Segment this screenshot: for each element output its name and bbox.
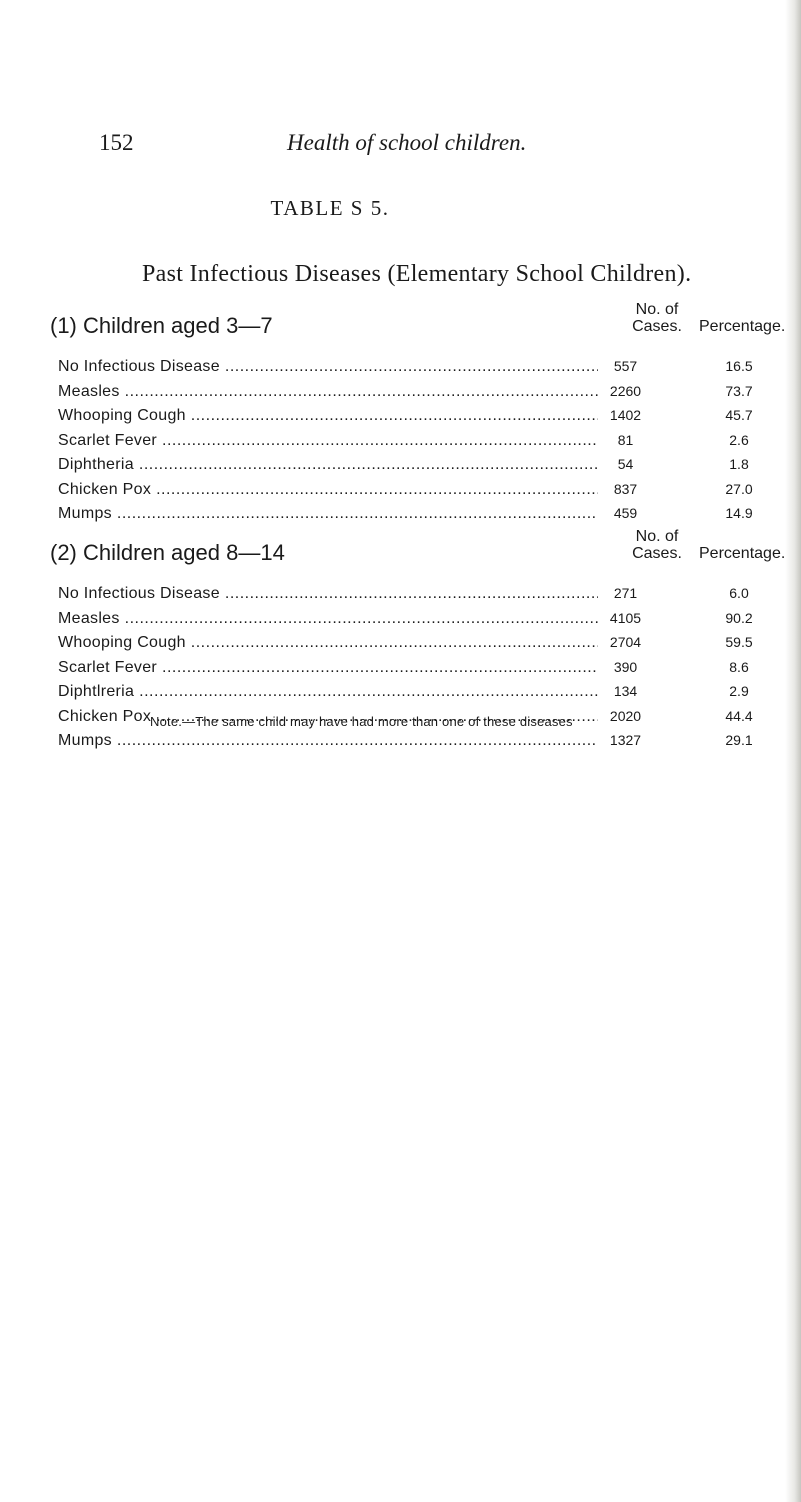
disease-name: Whooping Cough ..... <box>58 407 598 425</box>
percentage-value: 8.6 <box>729 658 749 675</box>
cases-value: 1402 <box>609 407 642 423</box>
table-row <box>58 657 788 682</box>
percentage-value: 6.0 <box>729 585 749 601</box>
cases-value: 557 <box>613 358 638 374</box>
percentage-value: 90.2 <box>725 609 753 626</box>
cases-value: 1327 <box>609 732 642 748</box>
disease-name: No Infectious Disease ..... <box>58 358 598 376</box>
percentage-value: 29.1 <box>725 732 753 748</box>
table-row <box>58 454 788 479</box>
table-row <box>58 730 788 755</box>
cases-header-line1: No. of <box>635 301 679 318</box>
table-title: TABLE S 5. <box>270 196 390 220</box>
section-heading: (1) Children aged 3—7 <box>50 313 273 338</box>
table-row <box>58 430 788 455</box>
table-row <box>58 405 788 430</box>
cases-value: 271 <box>613 585 638 601</box>
disease-name: No Infectious Disease ..... <box>58 585 598 603</box>
disease-name: Diphtheria ..... <box>58 456 598 474</box>
table-row <box>58 356 788 381</box>
percentage-value: 1.8 <box>729 456 749 472</box>
cases-value: 2020 <box>609 707 642 724</box>
disease-name: Measles ..... <box>58 610 598 628</box>
percentage-value: 2.6 <box>729 431 749 448</box>
table-row <box>58 479 788 504</box>
percentage-value: 2.9 <box>729 683 749 699</box>
percentage-value: 16.5 <box>725 358 753 374</box>
disease-name: Measles ..... <box>58 383 598 401</box>
cases-value: 81 <box>617 431 634 448</box>
cases-column-header <box>622 528 692 562</box>
cases-value: 459 <box>613 505 638 521</box>
percentage-value: 73.7 <box>725 382 753 399</box>
cases-column-header <box>622 301 692 335</box>
section-heading: (2) Children aged 8—14 <box>50 540 285 565</box>
cases-header-line2: Cases. <box>632 318 682 335</box>
table-row <box>58 632 788 657</box>
disease-name: Scarlet Fever ..... <box>58 659 598 677</box>
table-row <box>58 583 788 608</box>
cases-value: 2704 <box>609 634 642 650</box>
disease-name: Chicken Pox ..... <box>58 708 598 726</box>
cases-value: 54 <box>617 456 634 472</box>
percentage-value: 59.5 <box>725 634 753 650</box>
footnote: Note.—The same child may have had more than one of these diseases <box>150 714 573 729</box>
disease-name: Mumps ..... <box>58 505 598 523</box>
table-row <box>58 681 788 706</box>
disease-name: Scarlet Fever ..... <box>58 432 598 450</box>
cases-value: 390 <box>613 658 638 675</box>
percentage-value: 44.4 <box>725 707 753 724</box>
cases-value: 837 <box>613 480 638 497</box>
cases-value: 4105 <box>609 609 642 626</box>
disease-name: Diphtlreria ..... <box>58 683 598 701</box>
running-title: Health of school children. <box>287 130 527 155</box>
percentage-column-header: Percentage. <box>699 318 786 335</box>
disease-name: Chicken Pox ..... <box>58 481 598 499</box>
table-row <box>58 608 788 633</box>
cases-header-line2: Cases. <box>632 545 682 562</box>
percentage-value: 27.0 <box>725 480 753 497</box>
cases-header-line1: No. of <box>635 528 679 545</box>
page-heading: Past Infectious Diseases (Elementary School Children). <box>142 261 692 287</box>
percentage-value: 45.7 <box>725 407 753 423</box>
percentage-column-header: Percentage. <box>699 545 786 562</box>
cases-value: 2260 <box>609 382 642 399</box>
table-row <box>58 381 788 406</box>
table-row <box>58 503 788 528</box>
disease-list <box>58 356 788 528</box>
cases-value: 134 <box>613 683 638 699</box>
disease-name: Mumps ..... <box>58 732 598 750</box>
disease-name: Whooping Cough ..... <box>58 634 598 652</box>
page-number: 152 <box>99 130 134 155</box>
percentage-value: 14.9 <box>725 505 753 521</box>
